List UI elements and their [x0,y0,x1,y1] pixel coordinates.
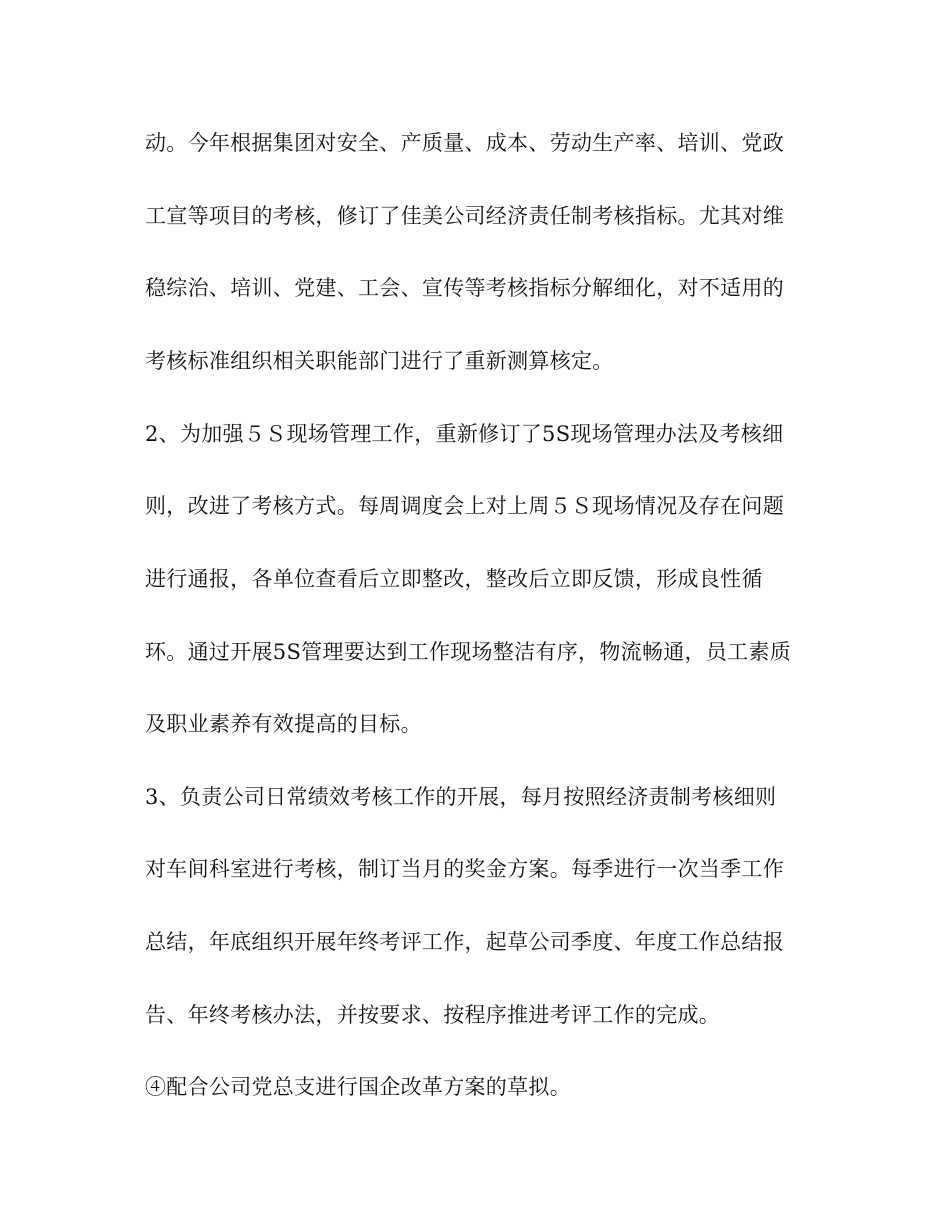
text-line: 2、为加强５Ｓ现场管理工作，重新修订了5S现场管理办法及考核细 [145,422,784,446]
text-line: 总结，年底组织开展年终考评工作，起草公司季度、年度工作总结报 [145,930,784,954]
text-line: 告、年终考核办法，并按要求、按程序推进考评工作的完成。 [145,1003,721,1027]
text-line: 3、负责公司日常绩效考核工作的开展，每月按照经济责制考核细则 [145,785,777,809]
text-line: 及职业素养有效提高的目标。 [145,712,422,736]
text-line: 动。今年根据集团对安全、产质量、成本、劳动生产率、培训、党政 [145,131,784,155]
text-line: 对车间科室进行考核，制订当月的奖金方案。每季进行一次当季工作 [145,857,784,881]
text-line: 则，改进了考核方式。每周调度会上对上周５Ｓ现场情况及存在问题 [145,494,784,518]
text-line: 考核标准组织相关职能部门进行了重新测算核定。 [145,349,614,373]
text-line: 工宣等项目的考核，修订了佳美公司经济责任制考核指标。尤其对维 [145,204,784,228]
text-line: 进行通报，各单位查看后立即整改，整改后立即反馈，形成良性循 [145,567,763,591]
text-line: 稳综治、培训、党建、工会、宣传等考核指标分解细化，对不适用的 [145,276,784,300]
text-line: 环。通过开展5S管理要达到工作现场整洁有序，物流畅通，员工素质 [145,640,792,664]
text-line: ④配合公司党总支进行国企改革方案的草拟。 [145,1075,571,1099]
